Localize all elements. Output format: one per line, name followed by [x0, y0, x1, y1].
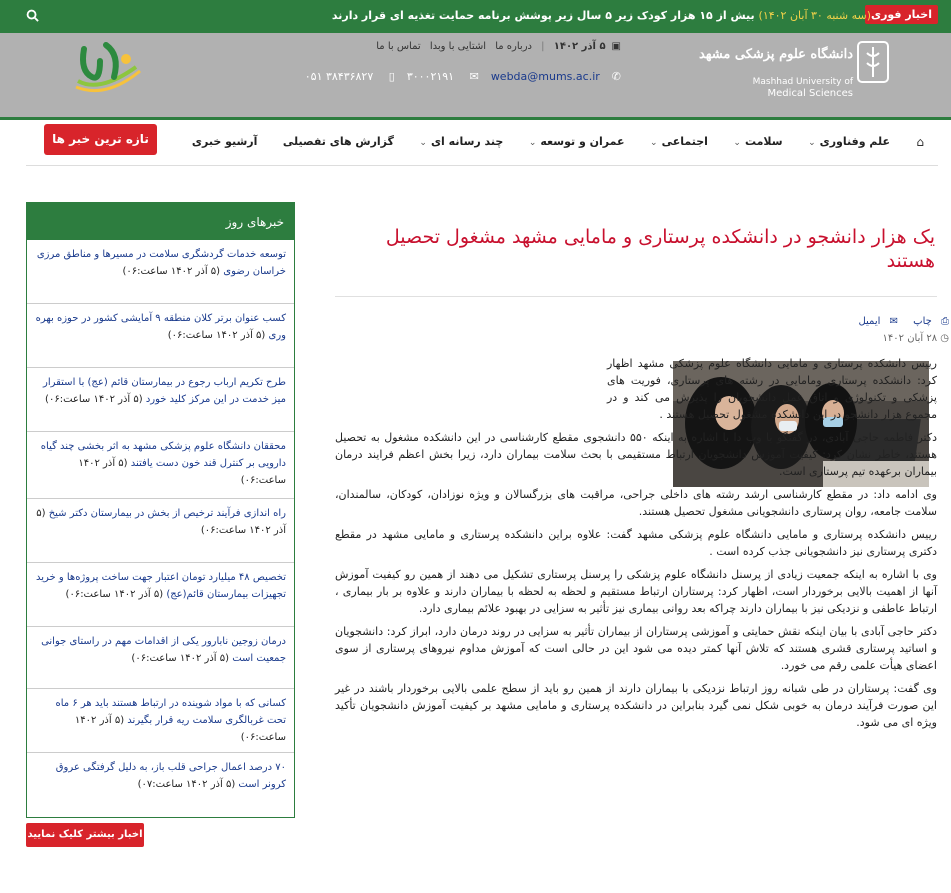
article-paragraph: دکتر فاطمه حاجی آبادی، در گفتگو با وب دا با اشاره به اینکه ۵۵۰ دانشجوی مقطع کارشناسی در این دانشکده مشغول به تحصیل هستند، خاطر نشان کرد: کیفیت آموزش دانشجویان ارتباط مستقیمی با بحث سلامت بیماران دارد، زیرا بخش اعظم فرایند درمان بیماران برعهده تیم پرستاری است. [335, 431, 938, 478]
article-title: یک هزار دانشجو در دانشکده پرستاری و مامایی مشهد مشغول تحصیل هستند [385, 226, 935, 272]
article-tools [846, 316, 949, 327]
clock-icon: ◷ [940, 333, 949, 344]
link-about[interactable]: درباره ما [495, 41, 532, 52]
article-paragraph: وی گفت: پرستاران در طی شبانه روز ارتباط نزدیکی با بیماران دارند از همین رو باید از سطح علمی بالایی برخوردار باشند در غیر این صورت فرآیند درمان به خوبی شکل نمی گیرد بنابراین در دانشکده پرستاری و مامایی مشهد بر کیفیت آموزش دانشجویان تأکید ویژه ای می شود. [335, 682, 937, 729]
nav-item-social[interactable]: اجتماعی⌄ [650, 135, 708, 148]
news-list-item[interactable]: محققان دانشگاه علوم پزشکی مشهد به اثر بخشی چند گیاه دارویی بر کنترل قند خون دست یافتند (۵ آذر ۱۴۰۲ ساعت:۰۶) [27, 432, 294, 499]
main-nav [26, 120, 938, 166]
chevron-down-icon: ⌄ [733, 138, 741, 148]
contact-email[interactable]: webda@mums.ac.ir [490, 70, 600, 83]
chevron-down-icon: ⌄ [808, 138, 816, 148]
article-paragraph: رییس دانشکده پرستاری و مامایی دانشگاه علوم پزشکی مشهد گفت: علاوه براین دانشکده پرستاری و مامایی مشهد در مقطع دکتری پرستاری نیز دانشجویانی جذب کرده است . [335, 528, 937, 558]
article-paragraph: دکتر حاجی آبادی با بیان اینکه نقش حمایتی و آموزشی پرستاران از بیماران تأثیر به سزایی در روند درمان دارد، ابراز کرد: دانشجویان و اساتید پرستاری قشری هستند که تلاش آنها کمتر دیده می شود این در حالی است که آموزش مداوم نیروهای پرستاری از سوی اعضای هیأت علمی رقم می خورد. [335, 625, 937, 672]
search-icon[interactable] [26, 9, 39, 22]
calendar-icon: ▣ [611, 41, 621, 52]
news-list-item[interactable]: کسب عنوان برتر کلان منطقه ۹ آمایشی کشور در حوزه بهره وری (۵ آذر ۱۴۰۲ ساعت:۰۶) [27, 304, 294, 368]
news-list-item[interactable]: تخصیص ۴۸ میلیارد تومان اعتبار جهت ساخت پروژه‌ها و خرید تجهیزات بیمارستان قائم(عج) (۵ آذر ۱۴۰۲ ساعت:۰۶) [27, 563, 294, 627]
today-date: ۵ آذر ۱۴۰۲ [553, 41, 606, 52]
breaking-news-badge: اخبار فوری [865, 5, 938, 24]
article-paragraph: وی ادامه داد: در مقطع کارشناسی ارشد رشته های داخلی جراحی، مراقبت های بزرگسالان و ویژه نوزادان، کودکان، سالمندان، سلامت جامعه، روان پرستاری دانشجویانی مشغول تحصیل هستند. [335, 488, 937, 518]
title-divider [335, 296, 937, 297]
university-name-fa: دانشگاه علوم پزشکی مشهد [698, 47, 853, 62]
university-name-en-line1: Mashhad University of [752, 77, 853, 87]
nav-item-multimedia[interactable]: چند رسانه ای⌄ [419, 135, 504, 148]
chevron-down-icon: ⌄ [650, 138, 658, 148]
site-header [0, 33, 951, 117]
fax-icon: ▯ [388, 70, 395, 83]
university-emblem-icon [857, 39, 889, 97]
article-body [335, 355, 937, 737]
fax-number: ۳۰۰۰۲۱۹۱ [406, 70, 455, 83]
webda-logo[interactable] [70, 37, 142, 101]
mail-icon: ✉ [469, 70, 479, 83]
university-logo[interactable] [698, 39, 889, 99]
article-paragraph: رییس دانشکده پرستاری و مامایی دانشگاه علوم پزشکی مشهد اظهار کرد: دانشکده پرستاری ومامایی در رشته های پرستاری، فوریت های پزشکی و تکنولوژی و اتاق عمل دانشجویان را پذیرش می کند و در مجموع هزار دانشجو در این دانشکده مشغول تحصیل هستند . [607, 357, 937, 421]
news-list-item[interactable]: توسعه خدمات گردشگری سلامت در مسیرها و مناطق مرزی خراسان رضوی (۵ آذر ۱۴۰۲ ساعت:۰۶) [27, 240, 294, 304]
email-button[interactable]: ✉ ایمیل [858, 316, 898, 327]
more-news-button[interactable]: اخبار بیشتر کلیک نمایید [26, 823, 144, 847]
nav-item-archive[interactable]: آرشیو خبری [191, 135, 258, 148]
print-button[interactable]: ⎙ چاپ [913, 316, 949, 327]
nav-item-science[interactable]: علم وفناوری⌄ [808, 135, 890, 148]
print-icon: ⎙ [941, 316, 949, 327]
daily-news-sidebar [26, 202, 295, 818]
top-links [370, 41, 621, 52]
phone-number: ۰۵۱ ۳۸۴۳۶۸۲۷ [304, 70, 374, 83]
phone-icon: ✆ [611, 70, 621, 83]
article-date: ◷ ۲۸ آبان ۱۴۰۲ [882, 333, 949, 344]
nav-item-health[interactable]: سلامت⌄ [733, 135, 783, 148]
news-list-item[interactable]: ۷۰ درصد اعمال جراحی قلب باز، به دلیل گرفتگی عروق کرونر است (۵ آذر ۱۴۰۲ ساعت:۰۷) [55, 762, 286, 790]
link-contact[interactable]: تماس با ما [376, 41, 421, 52]
latest-news-button[interactable]: تازه ترین خبر ها [44, 124, 157, 155]
divider: | [541, 41, 545, 52]
breaking-news-text: بیش از ۱۵ هزار کودک زیر ۵ سال زیر پوشش برنامه حمایت تغذیه ای قرار دارند [331, 9, 755, 22]
article-paragraph: وی با اشاره به اینکه جمعیت زیادی از پرسنل دانشگاه علوم پزشکی را پرسنل پرستاری تشکیل می دهند از همین رو کیفیت آموزش آنها از اهمیت بالایی برخوردار است، اظهار کرد: پرستاران ارتباط مستقیم و لحظه به لحظه با بیماران دارند و علاوه بر بار بیماری ، ارتباط عاطفی و نزدیکی نیز با بیماران دارند چراکه بعد روانی بیماری نیز تأثیر به سزایی در بهبود علائم بیماری دارد. [335, 568, 937, 615]
nav-item-development[interactable]: عمران و توسعه⌄ [528, 135, 625, 148]
news-list-item[interactable]: درمان زوجین نابارور یکی از اقدامات مهم در راستای جوانی جمعیت است (۵ آذر ۱۴۰۲ ساعت:۰۶) [27, 627, 294, 689]
breaking-news-item[interactable] [332, 9, 871, 22]
sidebar-title: خبرهای روز [27, 203, 294, 240]
news-list-item[interactable]: کسانی که با مواد شوینده در ارتباط هستند باید هر ۶ ماه تحت غربالگری سلامت ریه قرار بگیرند (۵ آذر ۱۴۰۲ ساعت:۰۶) [27, 689, 294, 753]
news-list-item[interactable]: راه اندازی فرآیند ترخیص از بخش در بیمارستان دکتر شیخ (۵ آذر ۱۴۰۲ ساعت:۰۶) [27, 499, 294, 563]
chevron-down-icon: ⌄ [528, 138, 537, 148]
nav-item-reports[interactable]: گزارش های تفصیلی [282, 135, 394, 148]
news-list-item[interactable]: طرح تکریم ارباب رجوع در بیمارستان قائم (عج) با استقرار میز خدمت در این مرکز کلید خورد (۵ آذر ۱۴۰۲ ساعت:۰۶) [27, 368, 294, 432]
article-header [335, 225, 937, 297]
home-icon[interactable]: ⌂ [916, 135, 924, 149]
chevron-down-icon: ⌄ [419, 138, 427, 148]
breaking-news-date: (سه شنبه ۳۰ آبان ۱۴۰۲) [758, 9, 871, 22]
link-webda-intro[interactable]: اشتایی با وبدا [429, 41, 487, 52]
contact-info [293, 70, 621, 83]
university-name-en-line2: Medical Sciences [767, 88, 853, 99]
breaking-news-bar [0, 0, 951, 33]
envelope-icon: ✉ [889, 316, 898, 327]
